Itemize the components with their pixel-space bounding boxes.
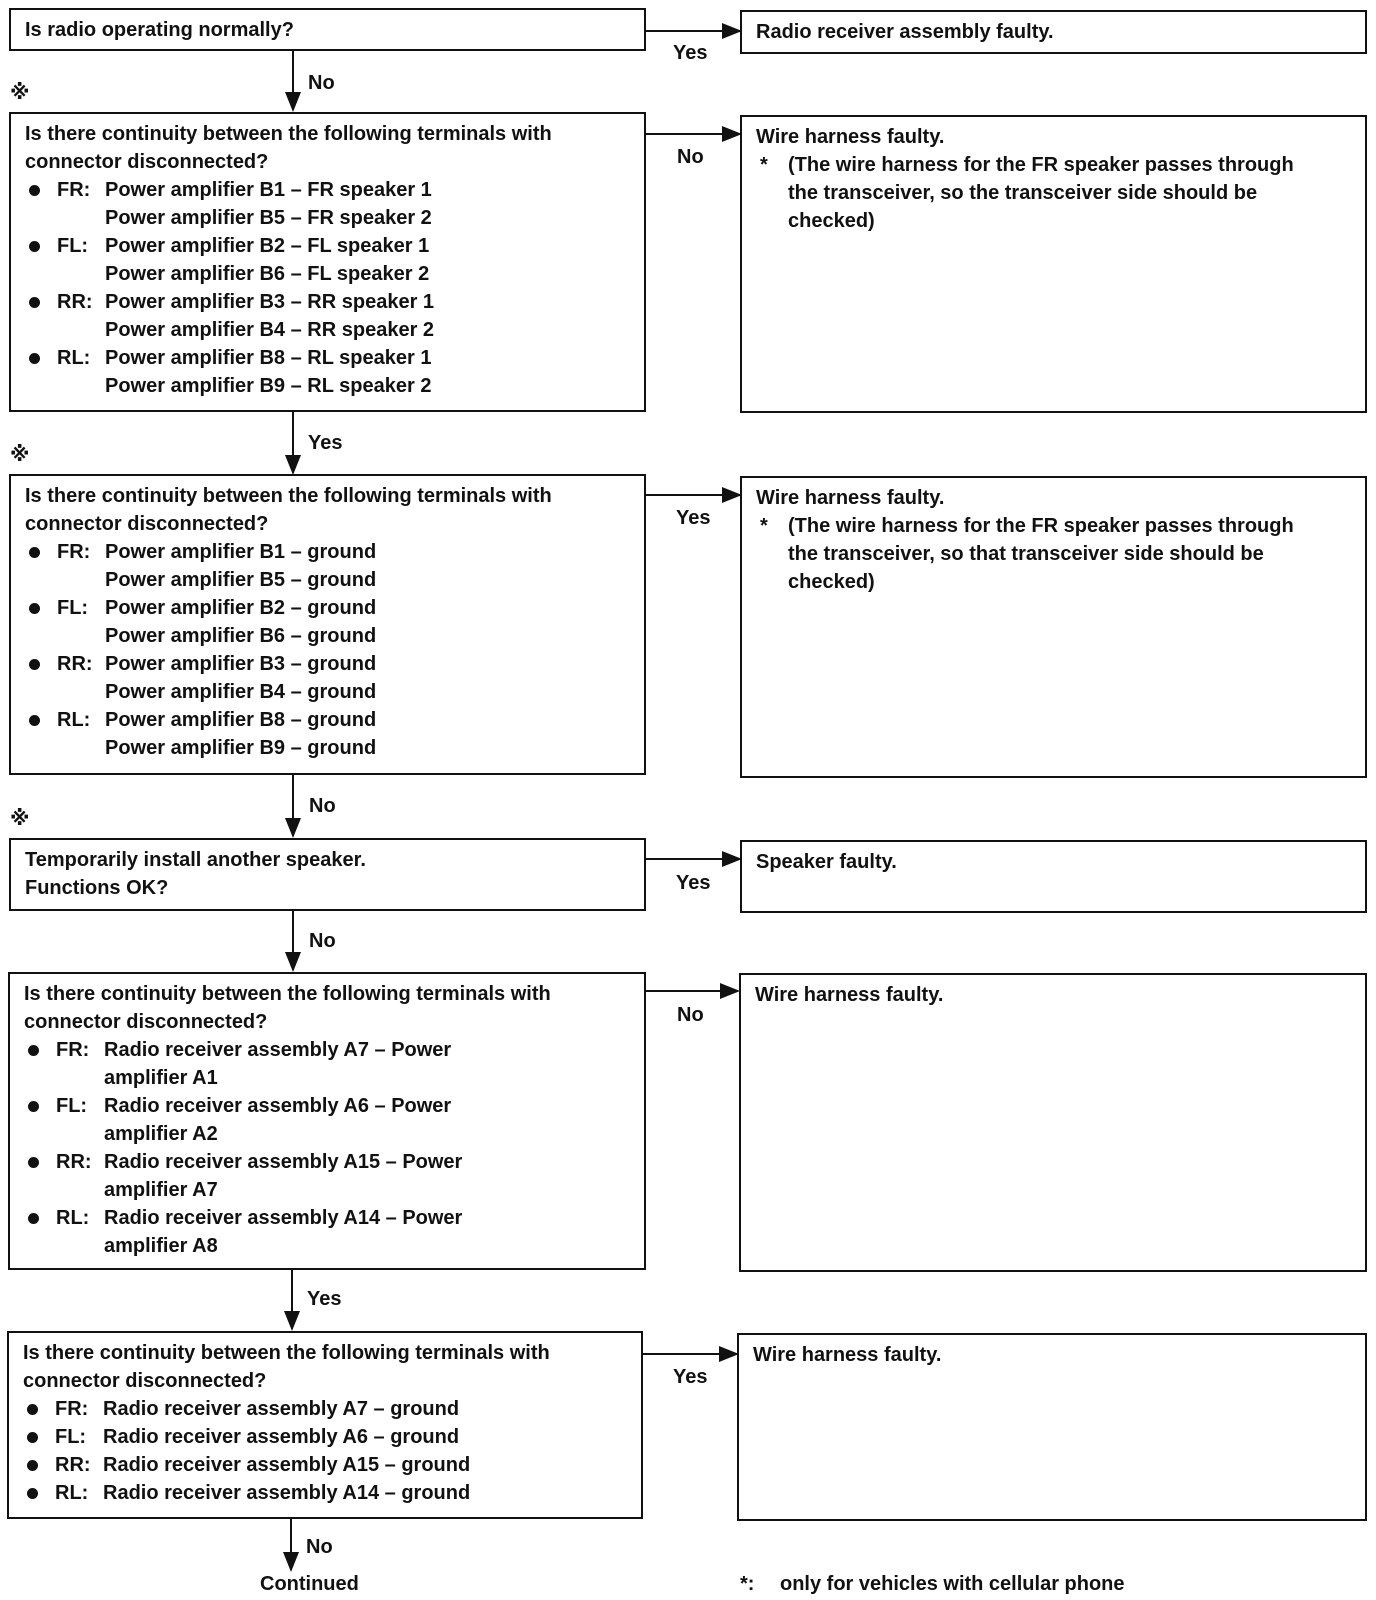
note-line: (The wire harness for the FR speaker passes through	[788, 515, 1294, 537]
bullet-icon	[29, 659, 40, 670]
check-text: Radio receiver assembly A7 – Power	[104, 1039, 452, 1061]
check-item	[24, 1204, 644, 1232]
check-item-continuation	[25, 678, 644, 706]
check-text: amplifier A8	[104, 1235, 218, 1257]
check-text: Power amplifier B5 – FR speaker 2	[105, 207, 432, 229]
result-note	[756, 151, 1365, 235]
cellular-marker: ※	[10, 808, 30, 830]
check-text: Power amplifier B9 – RL speaker 2	[105, 375, 432, 397]
check-text: Power amplifier B9 – ground	[105, 737, 377, 759]
check-item-continuation	[25, 566, 644, 594]
question-box-2	[9, 112, 646, 412]
branch-label-no: No	[306, 1536, 333, 1558]
note-line: the transceiver, so that transceiver side should be	[788, 543, 1264, 565]
result-box-2	[740, 115, 1367, 413]
check-item-continuation	[24, 1120, 644, 1148]
result-box-5	[739, 973, 1367, 1272]
question-text: connector disconnected?	[25, 151, 269, 173]
channel-label: FL:	[56, 1095, 88, 1117]
cellular-marker: ※	[10, 444, 30, 466]
channel-label: RL:	[55, 1482, 89, 1504]
check-item	[25, 594, 644, 622]
result-box-3	[740, 476, 1367, 778]
branch-label-no: No	[309, 930, 336, 952]
check-text: Power amplifier B3 – ground	[105, 653, 377, 675]
check-item	[23, 1451, 641, 1479]
note-line: (The wire harness for the FR speaker passes through	[788, 154, 1294, 176]
bullet-icon	[29, 297, 40, 308]
check-item	[25, 538, 644, 566]
question-box-6	[7, 1331, 643, 1519]
check-item	[25, 706, 644, 734]
result-text: Wire harness faulty.	[753, 1344, 942, 1366]
bullet-icon	[29, 715, 40, 726]
check-item	[23, 1423, 641, 1451]
bullet-icon	[27, 1404, 38, 1415]
check-item	[24, 1092, 644, 1120]
channel-label: RL:	[57, 347, 91, 369]
note-line: checked)	[788, 210, 875, 232]
check-item	[25, 650, 644, 678]
check-text: amplifier A7	[104, 1179, 218, 1201]
result-box-4	[740, 840, 1367, 913]
footnote-marker: *	[760, 515, 768, 537]
check-text: Power amplifier B4 – ground	[105, 681, 377, 703]
check-text: Radio receiver assembly A14 – Power	[104, 1207, 463, 1229]
bullet-icon	[29, 603, 40, 614]
check-text: Power amplifier B3 – RR speaker 1	[105, 291, 435, 313]
branch-label-no: No	[677, 146, 704, 168]
check-item	[25, 176, 644, 204]
check-text: Radio receiver assembly A6 – ground	[103, 1426, 460, 1448]
check-item-continuation	[24, 1176, 644, 1204]
check-item-continuation	[24, 1232, 644, 1260]
bullet-icon	[29, 547, 40, 558]
bullet-icon	[27, 1432, 38, 1443]
check-text: amplifier A1	[104, 1067, 218, 1089]
channel-label: RR:	[57, 291, 93, 313]
branch-label-yes: Yes	[676, 507, 711, 529]
check-text: Radio receiver assembly A7 – ground	[103, 1398, 460, 1420]
check-item	[25, 232, 644, 260]
question-text: connector disconnected?	[23, 1370, 267, 1392]
channel-label: FR:	[56, 1039, 90, 1061]
result-note	[756, 512, 1365, 596]
branch-label-no: No	[309, 795, 336, 817]
check-text: Power amplifier B8 – ground	[105, 709, 377, 731]
continued-label: Continued	[260, 1573, 359, 1595]
footnote-text: only for vehicles with cellular phone	[780, 1573, 1125, 1595]
check-item	[23, 1479, 641, 1507]
question-box-4	[9, 838, 646, 911]
check-text: Power amplifier B1 – FR speaker 1	[105, 179, 432, 201]
result-text: Radio receiver assembly faulty.	[756, 21, 1054, 43]
bullet-icon	[27, 1488, 38, 1499]
question-box-1	[9, 8, 646, 51]
check-text: Power amplifier B1 – ground	[105, 541, 377, 563]
check-item-continuation	[25, 260, 644, 288]
check-item-continuation	[25, 734, 644, 762]
check-item	[24, 1036, 644, 1064]
footnote-marker: *	[760, 154, 768, 176]
question-text: connector disconnected?	[25, 513, 269, 535]
check-item	[23, 1395, 641, 1423]
question-text: Is there continuity between the following terminals with	[25, 123, 552, 145]
check-item-continuation	[25, 204, 644, 232]
channel-label: FL:	[57, 597, 89, 619]
question-box-5	[8, 972, 646, 1270]
branch-label-yes: Yes	[673, 1366, 708, 1388]
check-item	[25, 288, 644, 316]
check-text: Radio receiver assembly A15 – Power	[104, 1151, 463, 1173]
question-text: Is radio operating normally?	[25, 19, 294, 41]
bullet-icon	[28, 1213, 39, 1224]
channel-label: FR:	[57, 179, 91, 201]
note-line: the transceiver, so the transceiver side should be	[788, 182, 1258, 204]
channel-label: RR:	[55, 1454, 91, 1476]
footnote-marker: *:	[740, 1573, 755, 1595]
channel-label: RR:	[56, 1151, 92, 1173]
question-text: Is there continuity between the following terminals with	[25, 485, 552, 507]
channel-label: FL:	[55, 1426, 87, 1448]
result-box-6	[737, 1333, 1367, 1521]
question-text: Is there continuity between the following terminals with	[23, 1342, 550, 1364]
bullet-icon	[28, 1101, 39, 1112]
question-text: Is there continuity between the following terminals with	[24, 983, 551, 1005]
bullet-icon	[29, 353, 40, 364]
bullet-icon	[29, 241, 40, 252]
channel-label: RR:	[57, 653, 93, 675]
question-text: Temporarily install another speaker.	[25, 849, 366, 871]
check-item-continuation	[25, 372, 644, 400]
result-text: Speaker faulty.	[756, 851, 897, 873]
check-text: Power amplifier B2 – ground	[105, 597, 377, 619]
check-item-continuation	[25, 622, 644, 650]
cellular-marker: ※	[10, 82, 30, 104]
check-item	[25, 344, 644, 372]
bullet-icon	[27, 1460, 38, 1471]
check-text: Power amplifier B5 – ground	[105, 569, 377, 591]
question-text: connector disconnected?	[24, 1011, 268, 1033]
check-text: Power amplifier B8 – RL speaker 1	[105, 347, 432, 369]
check-text: amplifier A2	[104, 1123, 218, 1145]
check-text: Power amplifier B6 – ground	[105, 625, 377, 647]
check-item-continuation	[24, 1064, 644, 1092]
check-item	[24, 1148, 644, 1176]
result-text: Wire harness faulty.	[756, 126, 945, 148]
branch-label-yes: Yes	[676, 872, 711, 894]
branch-label-yes: Yes	[307, 1288, 342, 1310]
channel-label: RL:	[57, 709, 91, 731]
branch-label-yes: Yes	[673, 42, 708, 64]
bullet-icon	[28, 1045, 39, 1056]
question-box-3	[9, 474, 646, 775]
channel-label: FR:	[57, 541, 91, 563]
channel-label: FR:	[55, 1398, 89, 1420]
channel-label: FL:	[57, 235, 89, 257]
check-text: Radio receiver assembly A6 – Power	[104, 1095, 452, 1117]
check-text: Radio receiver assembly A14 – ground	[103, 1482, 471, 1504]
check-text: Power amplifier B6 – FL speaker 2	[105, 263, 430, 285]
check-text: Power amplifier B4 – RR speaker 2	[105, 319, 435, 341]
branch-label-no: No	[677, 1004, 704, 1026]
check-text: Power amplifier B2 – FL speaker 1	[105, 235, 430, 257]
result-text: Wire harness faulty.	[756, 487, 945, 509]
result-box-1	[740, 10, 1367, 54]
note-line: checked)	[788, 571, 875, 593]
branch-label-no: No	[308, 72, 335, 94]
check-item-continuation	[25, 316, 644, 344]
bullet-icon	[29, 185, 40, 196]
channel-label: RL:	[56, 1207, 90, 1229]
bullet-icon	[28, 1157, 39, 1168]
question-text: Functions OK?	[25, 877, 169, 899]
branch-label-yes: Yes	[308, 432, 343, 454]
result-text: Wire harness faulty.	[755, 984, 944, 1006]
check-text: Radio receiver assembly A15 – ground	[103, 1454, 471, 1476]
